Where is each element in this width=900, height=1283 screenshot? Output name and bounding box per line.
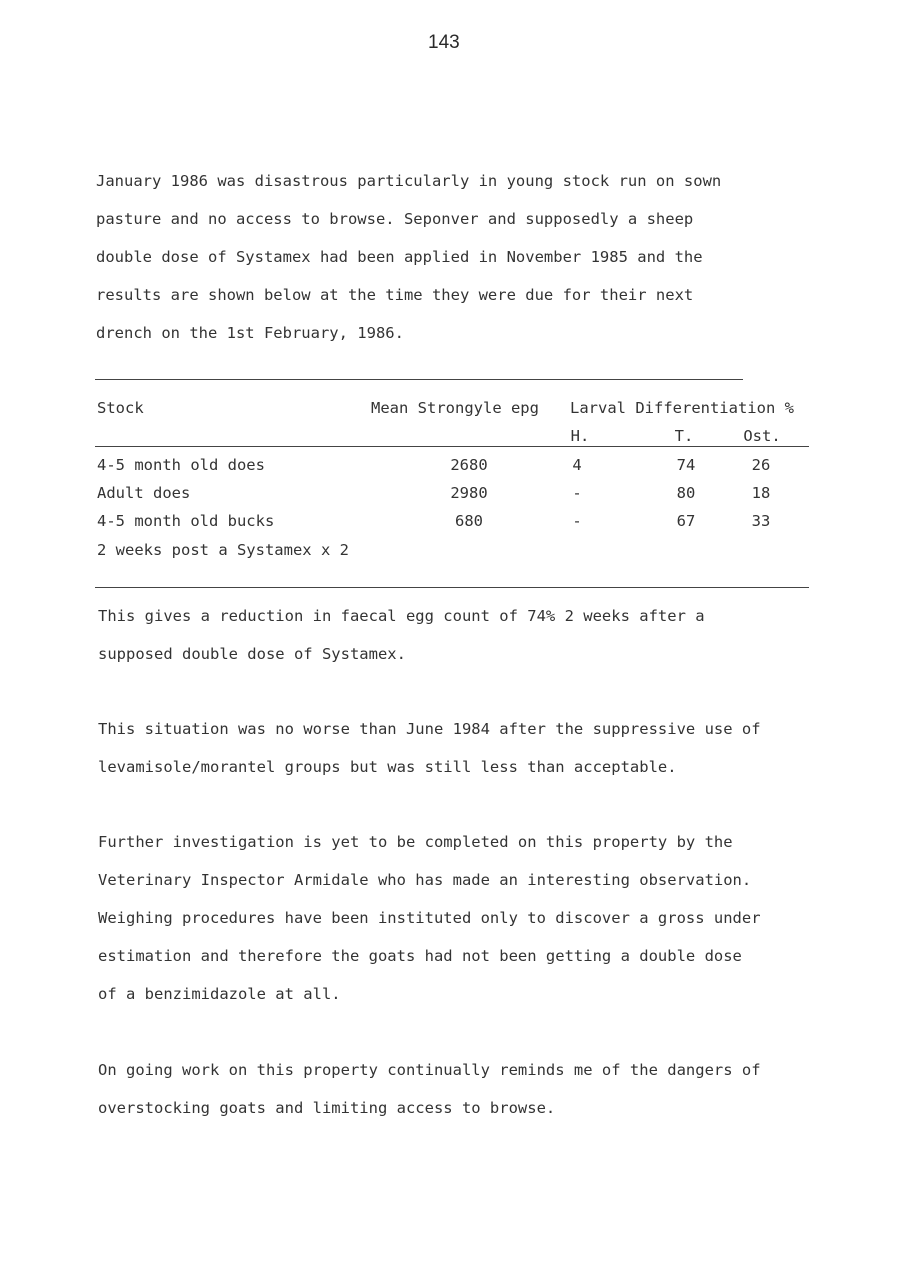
intro-paragraph xyxy=(96,162,721,352)
text-line: This gives a reduction in faecal egg count of 74% 2 weeks after a xyxy=(98,607,705,625)
header-mean-epg: Mean Strongyle epg xyxy=(371,399,539,417)
ongoing-work-paragraph xyxy=(98,1051,761,1127)
cell-ost: 26 xyxy=(751,456,771,474)
text-line: overstocking goats and limiting access to browse. xyxy=(98,1099,556,1117)
cell-t: 80 xyxy=(676,484,696,502)
cell-h: - xyxy=(572,512,582,530)
header-h: H. xyxy=(570,427,590,445)
text-line: supposed double dose of Systamex. xyxy=(98,645,406,663)
text-line: Further investigation is yet to be completed on this property by the xyxy=(98,833,733,851)
header-t: T. xyxy=(674,427,694,445)
page-number: 143 xyxy=(428,32,460,53)
cell-stock: 4-5 month old does xyxy=(97,456,265,474)
text-line: Veterinary Inspector Armidale who has made an interesting observation. xyxy=(98,871,752,889)
cell-stock: Adult does xyxy=(97,484,191,502)
cell-stock: 4-5 month old bucks xyxy=(97,512,275,530)
cell-t: 67 xyxy=(676,512,696,530)
text-line: drench on the 1st February, 1986. xyxy=(96,324,404,342)
cell-ost: 18 xyxy=(751,484,771,502)
cell-mean: 2680 xyxy=(450,456,488,474)
cell-mean: 2980 xyxy=(450,484,488,502)
text-line: estimation and therefore the goats had not been getting a double dose xyxy=(98,947,742,965)
text-line: results are shown below at the time they were due for their next xyxy=(96,286,694,304)
table-top-rule xyxy=(95,379,743,380)
cell-mean: 680 xyxy=(455,512,483,530)
header-stock: Stock xyxy=(97,399,144,417)
investigation-paragraph xyxy=(98,823,761,1013)
situation-paragraph xyxy=(98,710,761,786)
cell-h: - xyxy=(572,484,582,502)
cell-ost: 33 xyxy=(751,512,771,530)
text-line: This situation was no worse than June 1984 after the suppressive use of xyxy=(98,720,761,738)
text-line: double dose of Systamex had been applied in November 1985 and the xyxy=(96,248,703,266)
text-line: Weighing procedures have been instituted only to discover a gross under xyxy=(98,909,761,927)
table-note: 2 weeks post a Systamex x 2 xyxy=(97,541,349,559)
text-line: of a benzimidazole at all. xyxy=(98,985,341,1003)
header-larval-differentiation: Larval Differentiation % xyxy=(570,399,794,417)
header-rule xyxy=(95,446,809,447)
reduction-paragraph xyxy=(98,597,705,673)
table-bottom-rule xyxy=(95,587,809,588)
header-ost: Ost. xyxy=(743,427,781,445)
text-line: January 1986 was disastrous particularly in young stock run on sown xyxy=(96,172,722,190)
text-line: levamisole/morantel groups but was still less than acceptable. xyxy=(98,758,677,776)
text-line: On going work on this property continually reminds me of the dangers of xyxy=(98,1061,761,1079)
cell-t: 74 xyxy=(676,456,696,474)
cell-h: 4 xyxy=(572,456,582,474)
text-line: pasture and no access to browse. Seponver and supposedly a sheep xyxy=(96,210,694,228)
